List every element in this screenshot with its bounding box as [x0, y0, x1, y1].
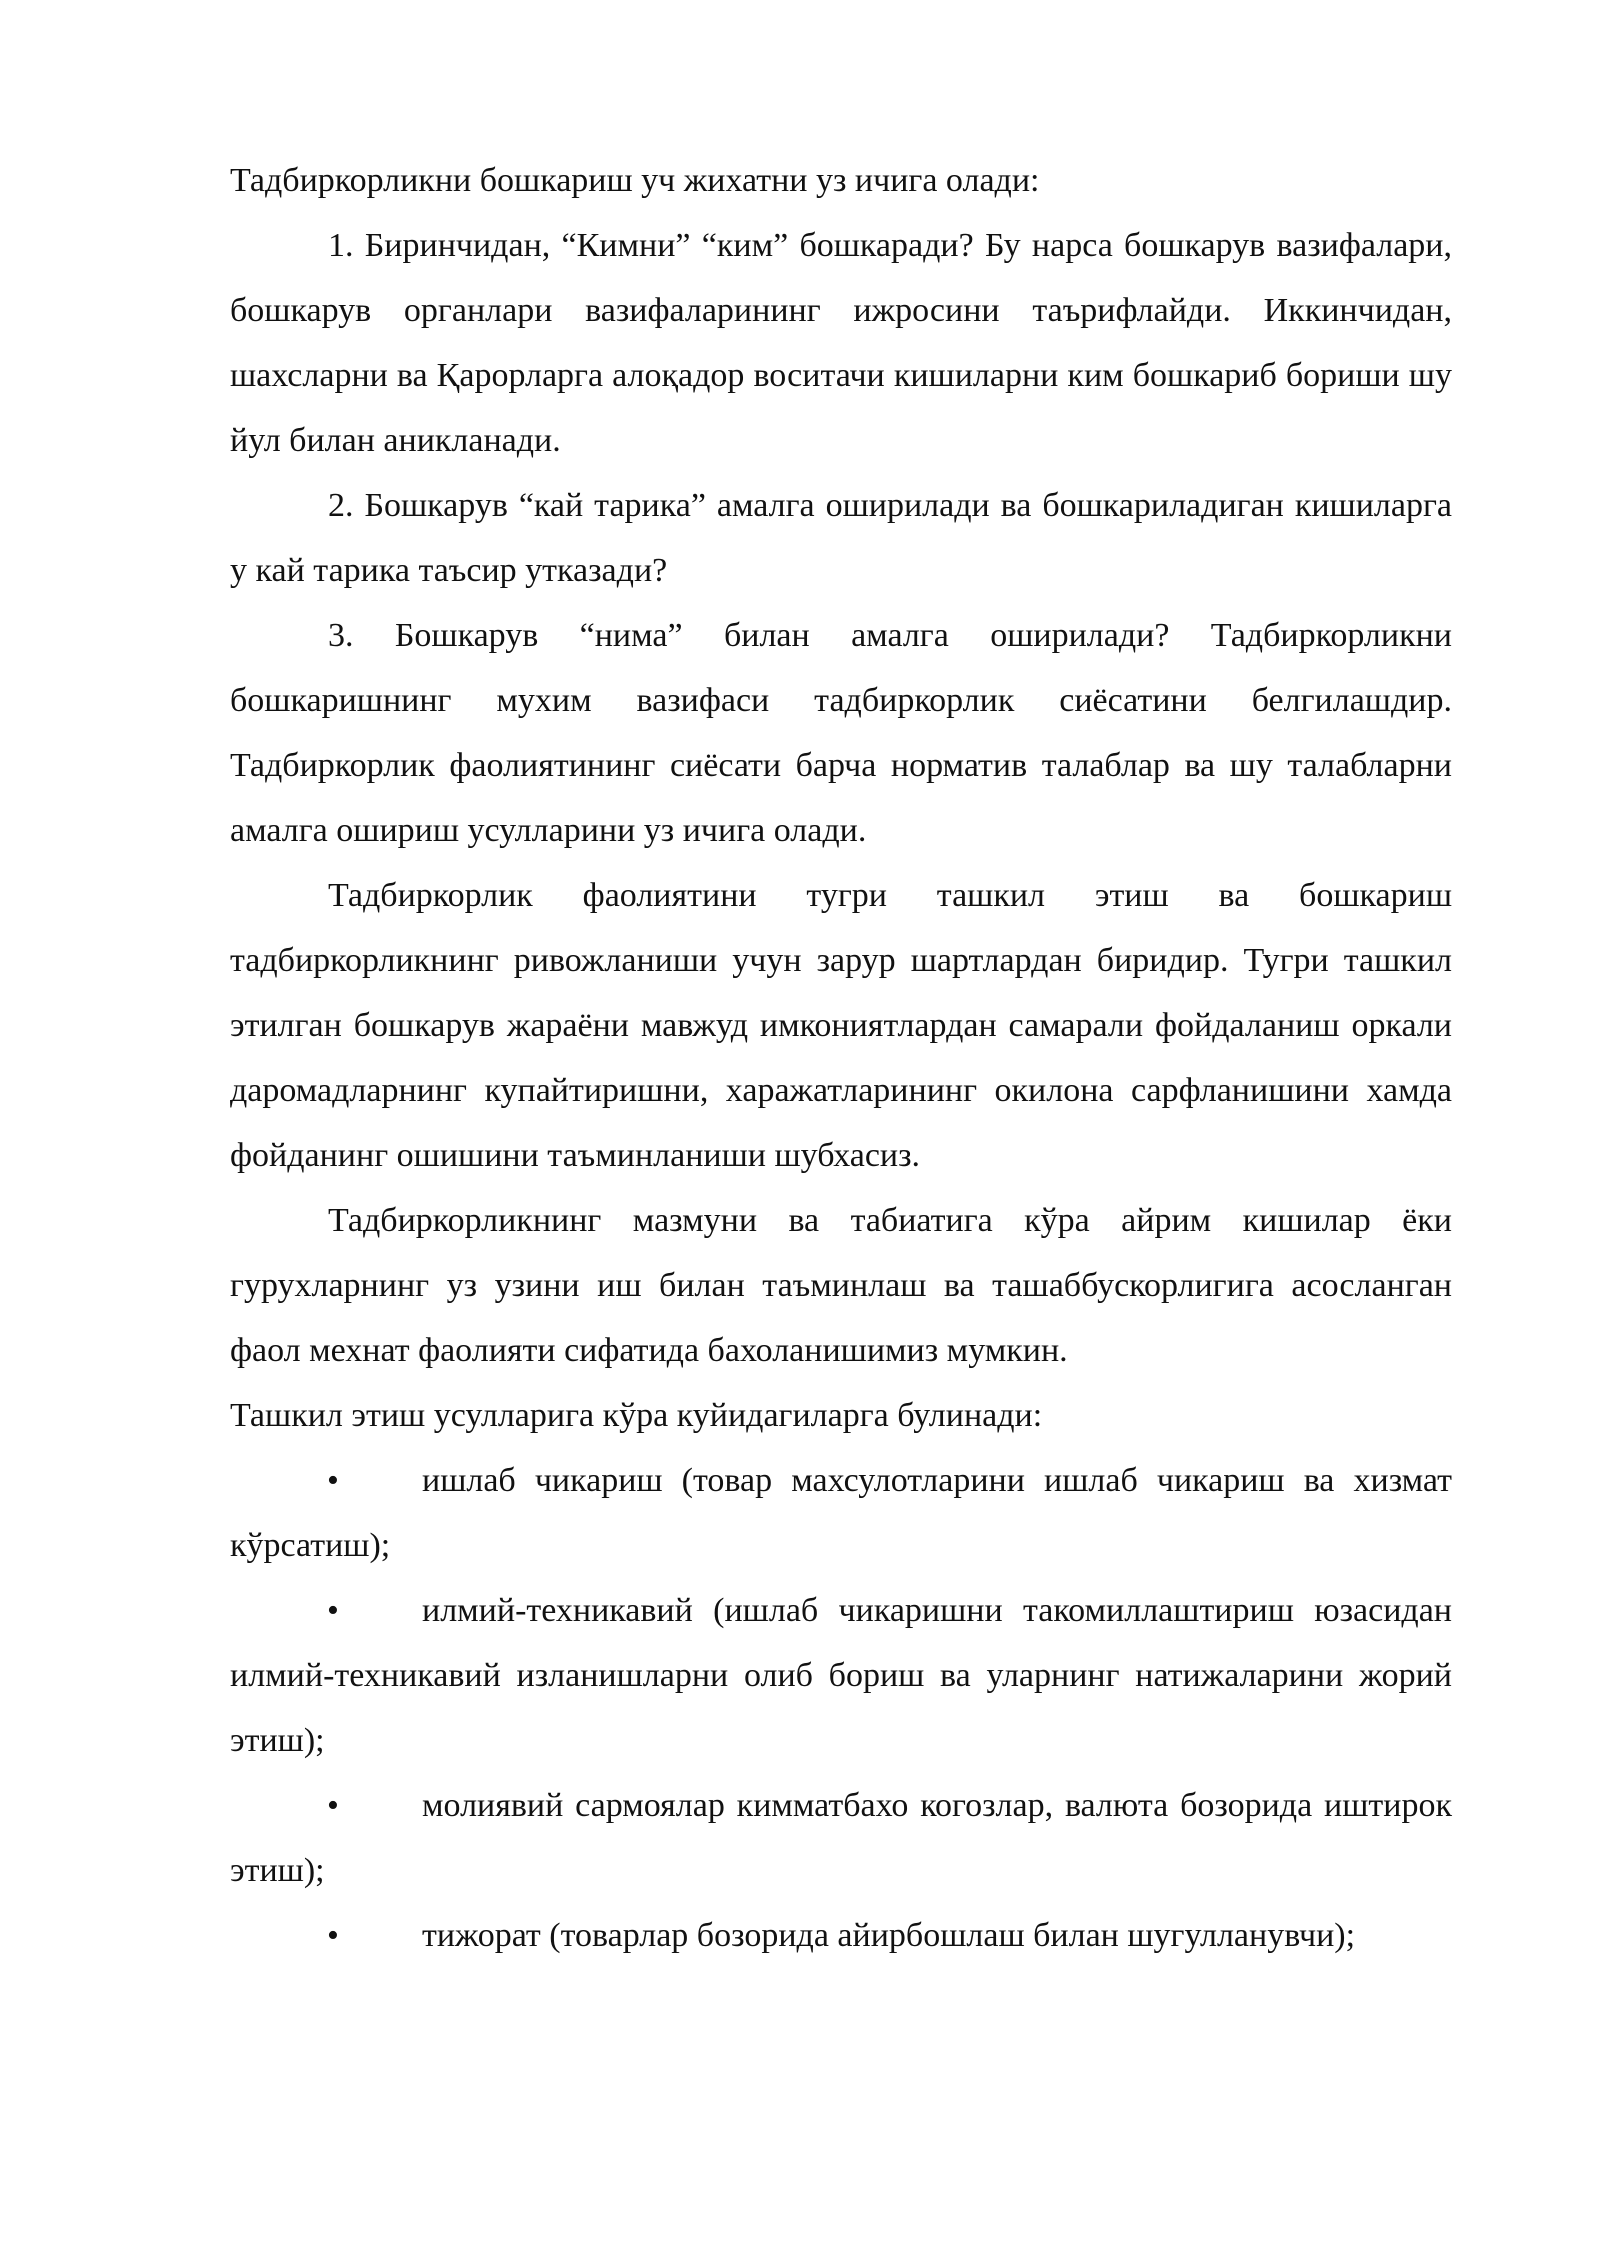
body-paragraph: Тадбиркорлик фаолиятини тугри ташкил этиш ва бошкариш тадбиркорликнинг ривожланиши учун зарур шартлардан биридир. Тугри ташкил этилган бошкарув жараёни мавжуд имкониятлардан самарали фойдаланиш оркали даромадларнинг купайтиришни, харажатларининг окилона сарфланишини хамда фойданинг ошишини таъминланиши шубхасиз. — [230, 877, 1452, 1174]
item-number: 3. — [328, 617, 354, 654]
bullet-item — [230, 1903, 1452, 1968]
bullet-item — [230, 1773, 1452, 1903]
intro-paragraph: Тадбиркорликни бошкариш уч жихатни уз ичига олади: — [230, 162, 1040, 199]
body-paragraph: Тадбиркорликнинг мазмуни ва табиатига кўра айрим кишилар ёки гурухларнинг уз узини иш билан таъминлаш ва ташаббускорлигига асосланган фаол мехнат фаолияти сифатида бахоланишимиз мумкин. — [230, 1202, 1452, 1369]
list-intro-paragraph: Ташкил этиш усулларига кўра куйидагиларга булинади: — [230, 1397, 1043, 1434]
item-text: Бошкарув “нима” билан амалга оширилади? Тадбиркорликни бошкаришнинг мухим вазифаси тадбиркорлик сиёсатини белгилашдир. Тадбиркорлик фаолиятининг сиёсати барча норматив талаблар ва шу талабларни амалга ошириш усулларини уз ичига олади. — [230, 617, 1452, 849]
document-body — [230, 148, 1452, 1968]
item-number: 2. — [328, 487, 354, 524]
bullet-icon: • — [327, 1592, 339, 1629]
bullet-text: тижорат (товарлар бозорида айирбошлаш билан шугулланувчи); — [422, 1917, 1356, 1954]
bullet-item — [230, 1448, 1452, 1578]
numbered-item-3 — [230, 603, 1452, 863]
item-text: Биринчидан, “Кимни” “ким” бошкаради? Бу нарса бошкарув вазифалари, бошкарув органлари вазифаларининг ижросини таърифлайди. Иккинчидан, шахсларни ва Қарорларга алоқадор воситачи кишиларни ким бошкариб бориши шу йул билан аникланади. — [230, 227, 1452, 459]
bullet-icon: • — [327, 1787, 339, 1824]
bullet-icon: • — [327, 1462, 339, 1499]
bullet-icon: • — [327, 1917, 339, 1954]
item-number: 1. — [328, 227, 354, 264]
numbered-item-2 — [230, 473, 1452, 603]
item-text: Бошкарув “кай тарика” амалга оширилади ва бошкариладиган кишиларга у кай тарика таъсир утказади? — [230, 487, 1453, 589]
bullet-text: илмий-техникавий (ишлаб чикаришни такомиллаштириш юзасидан илмий-техникавий изланишларни олиб бориш ва уларнинг натижаларини жорий этиш); — [230, 1592, 1452, 1759]
bullet-item — [230, 1578, 1452, 1773]
numbered-item-1 — [230, 213, 1452, 473]
bullet-text: ишлаб чикариш (товар махсулотларини ишлаб чикариш ва хизмат кўрсатиш); — [230, 1462, 1452, 1564]
bullet-text: молиявий сармоялар кимматбахо когозлар, валюта бозорида иштирок этиш); — [230, 1787, 1452, 1889]
